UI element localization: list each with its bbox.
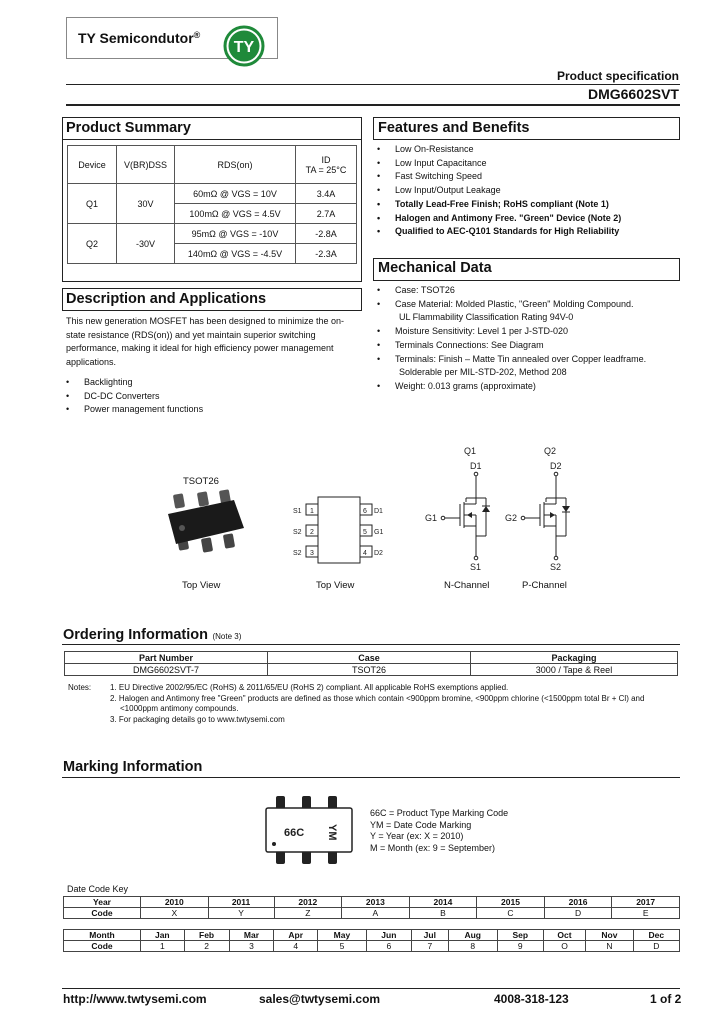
- features-title: Features and Benefits: [378, 120, 530, 136]
- p-channel-label: P-Channel: [522, 580, 567, 591]
- applications-list: [62, 376, 203, 417]
- ordering-table: [64, 651, 678, 676]
- marking-title: Marking Information: [63, 759, 203, 775]
- mechanical-title: Mechanical Data: [378, 260, 492, 276]
- col-part-number: Part Number: [65, 652, 268, 664]
- list-item: • Totally Lead-Free Finish; RoHS compliant (Note 1): [373, 198, 621, 212]
- id-cell: 3.4A: [296, 184, 357, 204]
- marking-chip-icon: [262, 792, 358, 868]
- pin-label: G1: [374, 529, 384, 536]
- year-cell: 2015: [477, 897, 545, 908]
- month-cell: Jun: [366, 930, 411, 941]
- q2-schematic-icon: [500, 440, 580, 580]
- month-code-cell: 2: [184, 941, 229, 952]
- col-id: ID TA = 25°C: [296, 146, 357, 184]
- logo-letters: TY: [233, 39, 255, 56]
- features-list: [373, 143, 621, 239]
- month-code-cell: 1: [141, 941, 185, 952]
- month-cell: Apr: [274, 930, 318, 941]
- col-rds: RDS(on): [175, 146, 296, 184]
- footer-url-link[interactable]: http://www.twtysemi.com: [63, 992, 207, 1006]
- description-text: This new generation MOSFET has been designed to minimize the on-state resistance (RDS(on)) and yet maintain superior switching performance, making it ideal for high efficiency power management applications.: [66, 316, 344, 367]
- header-rule: [66, 84, 680, 85]
- rds-cell: 140mΩ @ VGS = -4.5V: [175, 244, 296, 264]
- pin-number: 3: [310, 550, 314, 557]
- id-cell: 2.7A: [296, 204, 357, 224]
- top-view-label: Top View: [182, 580, 221, 591]
- col-vbr: V(BR)DSS: [117, 146, 175, 184]
- list-item: • DC-DC Converters: [62, 390, 203, 404]
- part-number: DMG6602SVT: [587, 86, 679, 102]
- footer-email-link[interactable]: sales@twtysemi.com: [259, 992, 381, 1006]
- month-code-cell: 5: [318, 941, 367, 952]
- list-item: • Case: TSOT26: [373, 284, 646, 298]
- month-cell: Mar: [229, 930, 274, 941]
- month-cell: Jan: [141, 930, 185, 941]
- ordering-title: Ordering Information: [63, 627, 208, 643]
- month-cell: Feb: [184, 930, 229, 941]
- note: 2. Halogen and Antimony free "Green" products are defined as those which contain <900ppm bromine, <900ppm chlorine (<1500ppm total Br + Cl) and: [110, 693, 645, 703]
- mechanical-list: [373, 284, 646, 394]
- notes-label: Notes:: [68, 683, 92, 692]
- list-item: • Halogen and Antimony Free. "Green" Device (Note 2): [373, 212, 621, 226]
- note: 1. EU Directive 2002/95/EC (RoHS) & 2011/65/EU (RoHS 2) compliant. All applicable RoHS exemptions applied.: [110, 683, 509, 692]
- q2-drain-label: D2: [550, 461, 562, 471]
- col-packaging: Packaging: [471, 652, 678, 664]
- year-cell: 2016: [544, 897, 612, 908]
- q1-label: Q1: [464, 446, 477, 456]
- notes-list: [110, 683, 644, 725]
- list-item: • Terminals: Finish – Matte Tin annealed over Copper leadframe.: [373, 353, 646, 367]
- q1-drain-label: D1: [470, 461, 482, 471]
- year-cell: 2017: [612, 897, 680, 908]
- marking-legend: [370, 808, 508, 854]
- year-cell: 2013: [342, 897, 410, 908]
- year-code-cell: A: [342, 908, 410, 919]
- month-header: Month: [64, 930, 141, 941]
- list-item: • Case Material: Molded Plastic, "Green" Molding Compound.: [373, 298, 646, 312]
- product-summary-title: Product Summary: [66, 120, 191, 136]
- pin-number: 5: [363, 529, 367, 536]
- legend-line: Y = Year (ex: X = 2010): [370, 831, 464, 841]
- month-cell: Dec: [633, 930, 679, 941]
- year-code-cell: Y: [208, 908, 274, 919]
- packaging-cell: 3000 / Tape & Reel: [471, 664, 678, 676]
- list-item: • Low Input Capacitance: [373, 157, 621, 171]
- col-device: Device: [68, 146, 117, 184]
- pin-label: D1: [374, 508, 383, 515]
- list-item: • Power management functions: [62, 403, 203, 417]
- rule: [62, 310, 362, 311]
- brand-logo-icon: [222, 24, 266, 68]
- id-cell: -2.8A: [296, 224, 357, 244]
- header-rule-2: [66, 104, 680, 106]
- pin-label: S2: [293, 550, 302, 557]
- year-code-cell: D: [544, 908, 612, 919]
- pin-label: S1: [293, 508, 302, 515]
- note: <1000ppm antimony compounds.: [120, 704, 239, 713]
- col-case: Case: [268, 652, 471, 664]
- month-cell: Nov: [586, 930, 634, 941]
- doc-type: Product specification: [556, 69, 679, 83]
- month-code-cell: 4: [274, 941, 318, 952]
- month-cell: Jul: [411, 930, 448, 941]
- year-header: Year: [64, 897, 141, 908]
- q2-source-label: S2: [550, 562, 562, 572]
- q1-source-label: S1: [470, 562, 482, 572]
- case-cell: TSOT26: [268, 664, 471, 676]
- q2-label: Q2: [544, 446, 557, 456]
- year-code-cell: B: [409, 908, 477, 919]
- year-code-cell: X: [141, 908, 209, 919]
- month-code-cell: 3: [229, 941, 274, 952]
- vbr-cell: -30V: [117, 224, 175, 264]
- note: 3. For packaging details go to www.twtysemi.com: [110, 714, 285, 724]
- legend-line: M = Month (ex: 9 = September): [370, 842, 496, 853]
- rds-cell: 100mΩ @ VGS = 4.5V: [175, 204, 296, 224]
- date-code-key-label: Date Code Key: [67, 884, 129, 894]
- rds-cell: 95mΩ @ VGS = -10V: [175, 224, 296, 244]
- pin-number: 1: [310, 508, 314, 515]
- year-cell: 2014: [409, 897, 477, 908]
- package-name: TSOT26: [183, 476, 219, 487]
- list-item: • Terminals Connections: See Diagram: [373, 339, 646, 353]
- year-code-table: [63, 896, 680, 919]
- q1-schematic-icon: [420, 440, 500, 580]
- code-header: Code: [64, 941, 141, 952]
- code-header: Code: [64, 908, 141, 919]
- description-title: Description and Applications: [66, 291, 267, 307]
- list-item-cont: Solderable per MIL-STD-202, Method 208: [399, 367, 567, 378]
- legend-line: YM = Date Code Marking: [370, 819, 472, 830]
- footer-phone: 4008-318-123: [494, 992, 569, 1006]
- list-item: • Moisture Sensitivity: Level 1 per J-STD-020: [373, 325, 646, 339]
- legend-line: 66C = Product Type Marking Code: [370, 808, 509, 818]
- list-item: • Low Input/Output Leakage: [373, 184, 621, 198]
- page-number: 1 of 2: [650, 992, 682, 1006]
- summary-table: [67, 145, 357, 264]
- month-code-cell: N: [586, 941, 634, 952]
- n-channel-label: N-Channel: [444, 580, 490, 591]
- month-code-table: [63, 929, 680, 952]
- month-code-cell: 9: [497, 941, 543, 952]
- rule: [62, 644, 680, 645]
- ordering-heading: [63, 626, 241, 644]
- brand-name: TY Semicondutor®: [78, 30, 201, 46]
- list-item: • Weight: 0.013 grams (approximate): [373, 380, 646, 394]
- package-photo-icon: [160, 488, 250, 560]
- year-code-cell: C: [477, 908, 545, 919]
- list-item: • Qualified to AEC-Q101 Standards for High Reliability: [373, 225, 621, 239]
- rule: [62, 777, 680, 778]
- rule: [373, 139, 680, 140]
- list-item: • Backlighting: [62, 376, 203, 390]
- vbr-cell: 30V: [117, 184, 175, 224]
- pin-number: 4: [363, 550, 367, 557]
- q2-gate-label: G2: [505, 513, 518, 523]
- pin-label: D2: [374, 550, 383, 557]
- pin-number: 6: [363, 508, 367, 515]
- id-cell: -2.3A: [296, 244, 357, 264]
- year-code-cell: Z: [274, 908, 342, 919]
- month-code-cell: 8: [448, 941, 497, 952]
- year-cell: 2010: [141, 897, 209, 908]
- rule: [373, 280, 680, 281]
- list-item: • Fast Switching Speed: [373, 170, 621, 184]
- year-cell: 2012: [274, 897, 342, 908]
- list-item: • Low On-Resistance: [373, 143, 621, 157]
- pin-label: S2: [293, 529, 302, 536]
- ordering-note-ref: (Note 3): [212, 632, 242, 641]
- month-cell: Oct: [543, 930, 585, 941]
- rds-cell: 60mΩ @ VGS = 10V: [175, 184, 296, 204]
- footer-rule: [62, 988, 680, 989]
- rule: [62, 139, 362, 140]
- q1-gate-label: G1: [425, 513, 438, 523]
- device-cell: Q1: [68, 184, 117, 224]
- month-code-cell: O: [543, 941, 585, 952]
- month-code-cell: 7: [411, 941, 448, 952]
- chip-ym: YM: [326, 824, 338, 841]
- device-cell: Q2: [68, 224, 117, 264]
- year-code-cell: E: [612, 908, 680, 919]
- month-cell: May: [318, 930, 367, 941]
- month-code-cell: D: [633, 941, 679, 952]
- pinout-diagram: [288, 495, 388, 567]
- list-item-cont: UL Flammability Classification Rating 94V-0: [399, 312, 574, 323]
- month-cell: Sep: [497, 930, 543, 941]
- month-cell: Aug: [448, 930, 497, 941]
- part-number-cell: DMG6602SVT-7: [65, 664, 268, 676]
- top-view-label-2: Top View: [316, 580, 355, 591]
- chip-code: 66C: [284, 827, 305, 839]
- month-code-cell: 6: [366, 941, 411, 952]
- year-cell: 2011: [208, 897, 274, 908]
- pin-number: 2: [310, 529, 314, 536]
